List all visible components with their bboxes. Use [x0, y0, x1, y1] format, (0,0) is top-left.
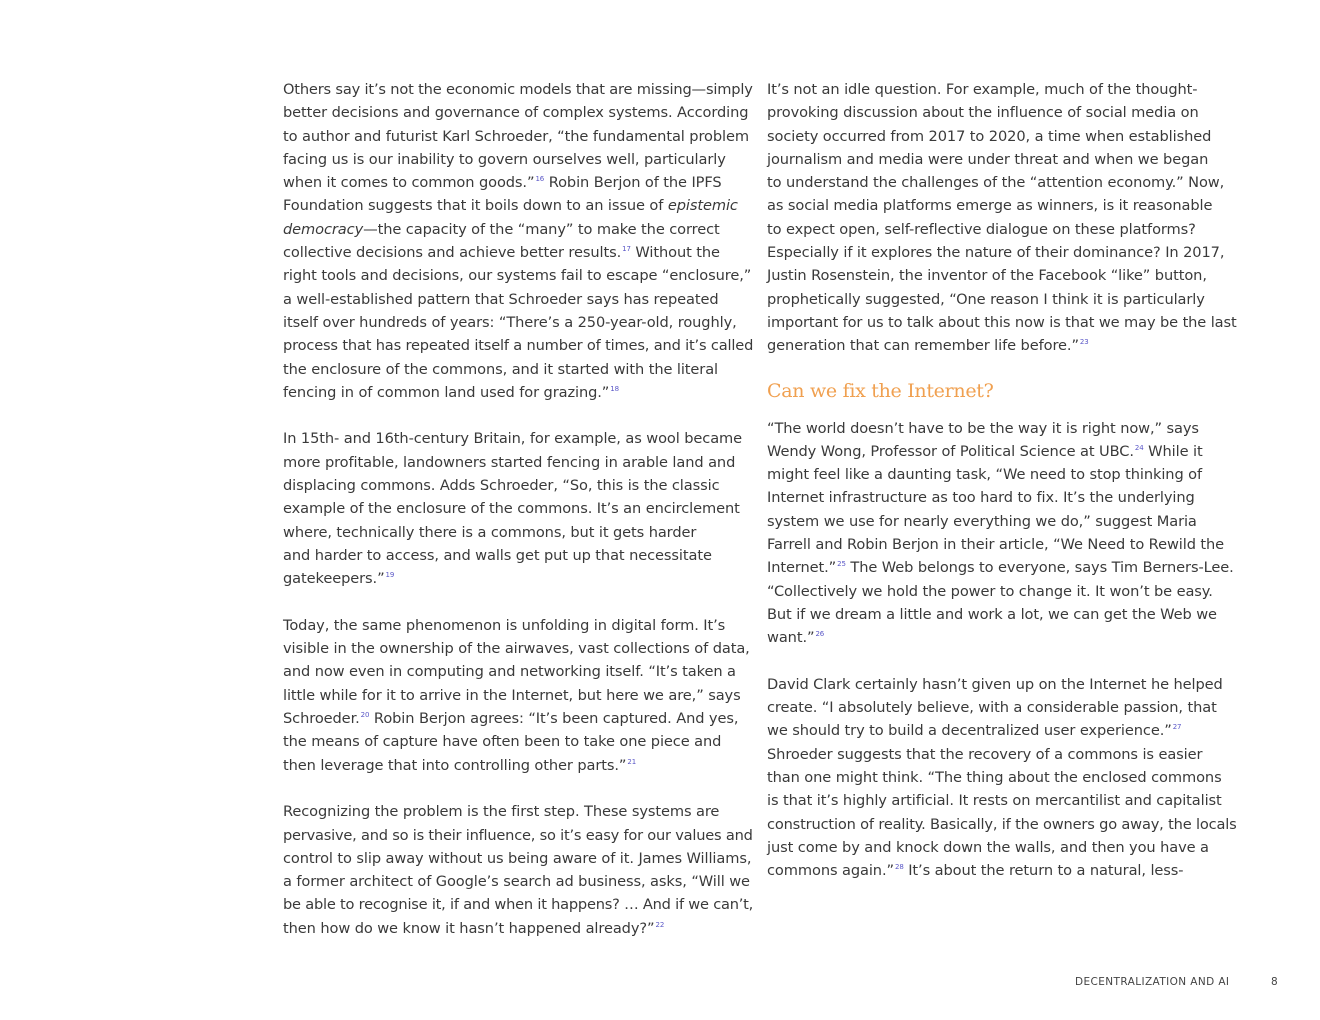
text-line: example of the enclosure of the commons. It’s an encirclement	[283, 500, 740, 518]
text-line: better decisions and governance of complex systems. According	[283, 104, 749, 122]
text-line: then how do we know it hasn’t happened already?”$^{22}$	[283, 919, 665, 937]
footnote-ref-20[interactable]: 20	[360, 711, 370, 720]
text-line: little while for it to arrive in the Internet, but here we are,” says	[283, 686, 741, 704]
text-line: and now even in computing and networking itself. “It’s taken a	[283, 663, 736, 681]
text-line: to expect open, self-reflective dialogue on these platforms?	[767, 220, 1196, 238]
text-line: Others say it’s not the economic models that are missing—simply	[283, 81, 753, 98]
footnote-ref-24[interactable]: 24	[1134, 443, 1144, 452]
text-line: a well-established pattern that Schroeder says has repeated	[283, 290, 719, 308]
running-footer-title: DECENTRALIZATION AND AI	[1075, 976, 1230, 988]
text-line: David Clark certainly hasn’t given up on the Internet he helped	[767, 675, 1223, 693]
text-line: might feel like a daunting task, “We need to stop thinking of	[767, 466, 1203, 484]
text-line: Justin Rosenstein, the inventor of the Facebook “like” button,	[767, 267, 1207, 285]
paragraph-david-clark	[767, 673, 1237, 883]
emphasis: democracy	[283, 220, 364, 238]
text-line: than one might think. “The thing about the enclosed commons	[767, 769, 1222, 787]
text-line: commons again.”$^{28}$ It’s about the return to a natural, less-	[767, 862, 1184, 880]
text-line: right tools and decisions, our systems fail to escape “enclosure,”	[283, 267, 752, 285]
text-line: Schroeder.$^{20}$ Robin Berjon agrees: “It’s been captured. And yes,	[283, 710, 739, 728]
text-line: the enclosure of the commons, and it started with the literal	[283, 360, 718, 378]
paragraph-idle-question	[767, 78, 1237, 358]
text-line: But if we dream a little and work a lot, we can get the Web we	[767, 605, 1217, 623]
text-line: itself over hundreds of years: “There’s a 250-year-old, roughly,	[283, 313, 737, 331]
footnote-ref-26[interactable]: 26	[815, 630, 825, 639]
text-line: just come by and knock down the walls, and then you have a	[767, 838, 1209, 856]
text-line: system we use for nearly everything we do,” suggest Maria	[767, 512, 1197, 530]
footnote-ref-16[interactable]: 16	[535, 175, 545, 184]
footnote-ref-27[interactable]: 27	[1172, 723, 1182, 732]
text-line: journalism and media were under threat and when we began	[767, 150, 1209, 168]
text-line: Internet infrastructure as too hard to fix. It’s the underlying	[767, 489, 1195, 507]
footnote-ref-19[interactable]: 19	[385, 571, 395, 580]
text-line: as social media platforms emerge as winners, is it reasonable	[767, 197, 1213, 215]
text-line: where, technically there is a commons, but it gets harder	[283, 523, 697, 541]
text-line: “Collectively we hold the power to change it. It won’t be easy.	[767, 582, 1213, 600]
text-line: prophetically suggested, “One reason I think it is particularly	[767, 290, 1205, 308]
text-line: Foundation suggests that it boils down to an issue of epistemic	[283, 197, 738, 215]
text-line: Farrell and Robin Berjon in their article, “We Need to Rewild the	[767, 536, 1225, 554]
text-line: control to slip away without us being aware of it. James Williams,	[283, 849, 752, 867]
text-line: Today, the same phenomenon is unfolding in digital form. It’s	[283, 616, 726, 634]
text-line: Wendy Wong, Professor of Political Science at UBC.$^{24}$ While it	[767, 442, 1203, 460]
page-number: 8	[1271, 976, 1278, 988]
text-line: want.”$^{26}$	[767, 629, 825, 647]
text-line: to author and futurist Karl Schroeder, “the fundamental problem	[283, 127, 749, 145]
paragraph-governance	[283, 78, 753, 404]
section-heading: Can we fix the Internet?	[767, 379, 994, 402]
text-line: gatekeepers.”$^{19}$	[283, 570, 395, 588]
text-line: facing us is our inability to govern ourselves well, particularly	[283, 150, 726, 168]
text-line: society occurred from 2017 to 2020, a time when established	[767, 127, 1212, 145]
footnote-ref-18[interactable]: 18	[610, 384, 619, 393]
paragraph-world	[767, 417, 1237, 650]
left-column	[283, 78, 753, 963]
text-line: create. “I absolutely believe, with a considerable passion, that	[767, 699, 1217, 717]
text-line: is that it’s highly artificial. It rests on mercantilist and capitalist	[767, 792, 1222, 810]
paragraph-digital	[283, 614, 753, 777]
text-line: then leverage that into controlling other parts.”$^{21}$	[283, 756, 637, 774]
paragraph-britain	[283, 427, 753, 590]
text-line: pervasive, and so is their influence, so it’s easy for our values and	[283, 826, 753, 844]
footnote-ref-28[interactable]: 28	[894, 863, 904, 872]
text-line: important for us to talk about this now is that we may be the last	[767, 313, 1237, 331]
emphasis: epistemic	[667, 197, 738, 215]
text-line: fencing in of common land used for grazing.”$^{18}$	[283, 383, 619, 401]
text-line: Internet.”$^{25}$ The Web belongs to everyone, says Tim Berners-Lee.	[767, 559, 1234, 577]
text-line: provoking discussion about the influence of social media on	[767, 104, 1199, 122]
text-line: “The world doesn’t have to be the way it is right now,” says	[767, 419, 1199, 437]
paragraph-recognizing	[283, 800, 753, 940]
text-line: Shroeder suggests that the recovery of a commons is easier	[767, 745, 1203, 763]
right-column	[767, 78, 1237, 906]
text-line: visible in the ownership of the airwaves, vast collections of data,	[283, 640, 750, 658]
text-line: the means of capture have often been to take one piece and	[283, 733, 722, 751]
text-line: Especially if it explores the nature of their dominance? In 2017,	[767, 244, 1225, 262]
text-line: to understand the challenges of the “attention economy.” Now,	[767, 174, 1225, 192]
footnote-ref-22[interactable]: 22	[655, 920, 665, 929]
text-line: a former architect of Google’s search ad business, asks, “Will we	[283, 873, 750, 891]
text-line: In 15th- and 16th-century Britain, for example, as wool became	[283, 430, 743, 448]
text-line: be able to recognise it, if and when it happens? … And if we can’t,	[283, 896, 754, 914]
footnote-ref-17[interactable]: 17	[622, 245, 631, 254]
text-line: collective decisions and achieve better results.$^{17}$ Without the	[283, 244, 720, 262]
footnote-ref-25[interactable]: 25	[837, 560, 846, 569]
text-line: generation that can remember life before.”$^{23}$	[767, 337, 1089, 355]
text-line: democracy—the capacity of the “many” to make the correct	[283, 220, 720, 238]
text-line: construction of reality. Basically, if the owners go away, the locals	[767, 815, 1237, 833]
text-line: displacing commons. Adds Schroeder, “So, this is the classic	[283, 477, 720, 495]
text-line: more profitable, landowners started fencing in arable land and	[283, 453, 736, 471]
text-line: Recognizing the problem is the first step. These systems are	[283, 803, 720, 821]
text-line: It’s not an idle question. For example, much of the thought-	[767, 81, 1198, 98]
text-line: we should try to build a decentralized user experience.”$^{27}$	[767, 722, 1182, 740]
text-line: and harder to access, and walls get put up that necessitate	[283, 546, 712, 564]
footnote-ref-21[interactable]: 21	[627, 757, 637, 766]
footnote-ref-23[interactable]: 23	[1079, 338, 1089, 347]
text-line: when it comes to common goods.”$^{16}$ Robin Berjon of the IPFS	[283, 174, 722, 192]
text-line: process that has repeated itself a number of times, and it’s called	[283, 337, 754, 355]
